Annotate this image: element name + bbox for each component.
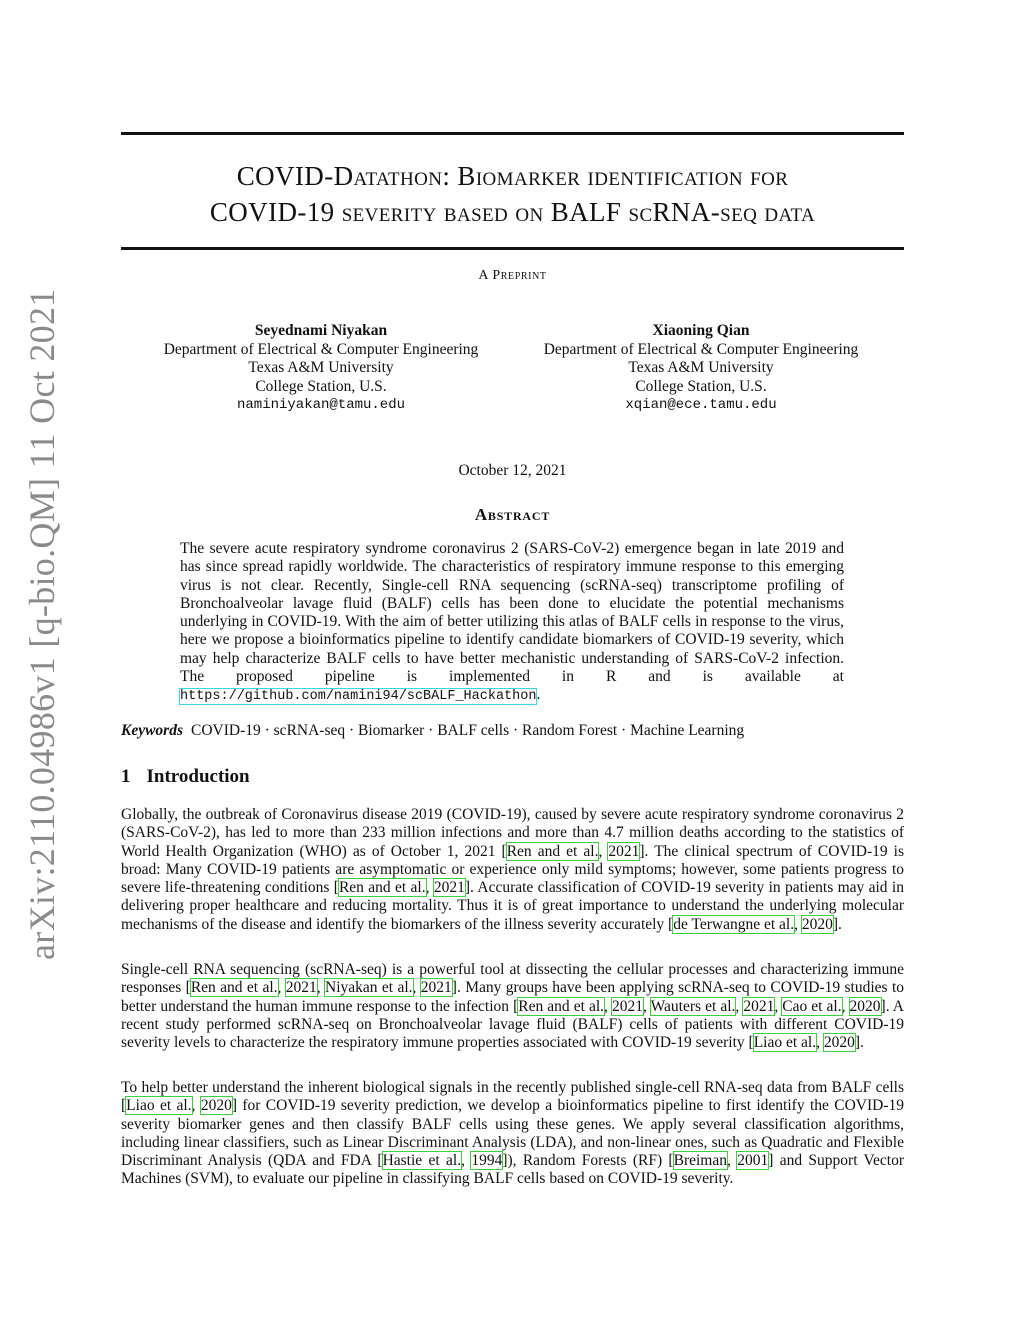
author-name: Xiaoning Qian: [652, 322, 750, 339]
section-number: 1: [121, 766, 131, 787]
text-run: ]. Many groups have been applying scRNA-seq to COVID-19 studies to better understand the human immune response to the infection [: [121, 979, 905, 1015]
text-run: ] for COVID-19 severity prediction, we develop a bioinformatics pipeline to first identify the COVID-19 severity biomarker genes and then classify BALF cells using these genes. We apply several classification algorithms, including linear classifiers, such as Linear Discriminant Analysis (LDA), and non-linear ones, such as Quadratic and Flexible Discriminant Analysis (QDA and FDA [: [121, 1097, 905, 1170]
intro-paragraph-3: [121, 1079, 904, 1189]
text-run: ,: [816, 1034, 824, 1052]
intro-paragraph-2: [121, 961, 904, 1052]
text-run: ]. A recent study performed scRNA-seq on Bronchoalveolar lavage fluid (BALF) cells of patients with different COVID-19 severity levels to characterize the respiratory immune properties associated with COVID-19 severity [: [121, 997, 904, 1052]
title-rule-top: [121, 132, 904, 135]
citation-link[interactable]: Ren and et al.: [190, 979, 278, 997]
text-run: Globally, the outbreak of Coronavirus disease 2019 (COVID-19), caused by severe acute respiratory syndrome coronavirus 2 (SARS-CoV-2), has led to more than 233 million infections and more than 4.7 million deaths according to the statistics of World Health Organization (WHO) as of October 1, 2021 [: [121, 806, 904, 860]
citation-link[interactable]: 2020: [823, 1034, 855, 1052]
citation-link[interactable]: 2021: [433, 879, 465, 897]
title-line-1: COVID-Datathon: Biomarker identification for: [236, 161, 789, 191]
keywords-label: Keywords: [121, 722, 183, 739]
citation-link[interactable]: Breiman: [673, 1152, 727, 1170]
text-run: ,: [735, 997, 744, 1015]
author-block-2: [511, 322, 891, 415]
text-run: ,: [316, 979, 326, 997]
paper-title: [121, 158, 904, 230]
author-department: Department of Electrical & Computer Engineering: [163, 340, 479, 358]
github-link[interactable]: https://github.com/namini94/scBALF_Hackathon: [180, 689, 537, 705]
author-location: College Station, U.S.: [255, 377, 387, 395]
citation-link[interactable]: 2001: [737, 1152, 769, 1170]
citation-link[interactable]: 2021: [611, 997, 643, 1015]
citation-link[interactable]: 2020: [801, 915, 833, 933]
text-run: ,: [726, 1152, 738, 1170]
citation-link[interactable]: 1994: [471, 1152, 503, 1170]
citation-link[interactable]: Wauters et al.: [650, 997, 736, 1015]
text-run: ].: [854, 1034, 864, 1052]
text-run: ,: [191, 1097, 201, 1115]
citation-link[interactable]: Cao et al.: [782, 997, 842, 1015]
abstract-end: .: [536, 686, 541, 704]
section-heading: [121, 766, 250, 788]
section-title: Introduction: [146, 766, 250, 787]
author-email[interactable]: naminiyakan@tamu.edu: [236, 397, 406, 413]
author-department: Department of Electrical & Computer Engineering: [543, 340, 859, 358]
citation-link[interactable]: Niyakan et al.: [325, 979, 413, 997]
text-run: ].: [832, 915, 842, 933]
text-run: ]), Random Forests (RF) [: [502, 1152, 674, 1170]
text-run: ,: [461, 1152, 472, 1170]
citation-link[interactable]: 2021: [420, 979, 452, 997]
author-university: Texas A&M University: [248, 359, 394, 376]
author-location: College Station, U.S.: [635, 377, 767, 395]
citation-link[interactable]: Ren and et al.: [338, 879, 426, 897]
abstract-text: The severe acute respiratory syndrome coronavirus 2 (SARS-CoV-2) emergence began in late 2019 and has since spread rapidly worldwide. The characteristics of respiratory immune response to this emerging virus is not clear. Recently, Single-cell RNA sequencing (scRNA-seq) transcriptome profiling of Bronchoalveolar lavage fluid (BALF) cells has been done to elucidate the potential mechanisms underlying in COVID-19. With the aim of better utilizing this atlas of BALF cells in response to the virus, here we propose a bioinformatics pipeline to identify candidate biomarkers of COVID-19 severity, which may help characterize BALF cells to have better mechanistic understanding of SARS-CoV-2 infection. The proposed pipeline is implemented in R and is available at: [180, 540, 844, 686]
keywords-line: [121, 722, 904, 740]
citation-link[interactable]: 2021: [285, 979, 317, 997]
text-run: ,: [841, 997, 850, 1015]
text-run: ,: [642, 997, 651, 1015]
text-run: ]. Accurate classification of COVID-19 severity in patients may aid in delivering proper healthcare and reducing mortality. Thus it is of great importance to understand the underlying molecular mechanisms of the disease and identify the biomarkers of the illness severity accurately [: [121, 879, 904, 933]
citation-link[interactable]: 2021: [743, 997, 775, 1015]
citation-link[interactable]: 2020: [849, 997, 881, 1015]
citation-link[interactable]: Hastie et al.: [382, 1152, 462, 1170]
abstract-heading: Abstract: [474, 505, 551, 524]
author-block-1: [131, 322, 511, 415]
author-university: Texas A&M University: [628, 359, 774, 376]
citation-link[interactable]: 2020: [200, 1097, 232, 1115]
text-run: ,: [604, 997, 612, 1015]
text-run: ,: [774, 997, 783, 1015]
citation-link[interactable]: 2021: [608, 842, 640, 860]
text-run: ]. The clinical spectrum of COVID-19 is broad: Many COVID-19 patients are asymptomatic or experience only mild symptoms; however, some patients progress to severe life-threatening conditions [: [121, 842, 904, 897]
title-rule-bottom: [121, 247, 904, 250]
text-run: ,: [412, 979, 421, 997]
text-run: To help better understand the inherent biological signals in the recently published single-cell RNA-seq data from BALF cells [: [121, 1079, 904, 1115]
text-run: ,: [794, 915, 802, 933]
text-run: ] and Support Vector Machines (SVM), to evaluate our pipeline in classifying BALF cells based on COVID-19 severity.: [121, 1152, 905, 1188]
arxiv-identifier: arXiv:2110.04986v1 [q-bio.QM] 11 Oct 2021: [22, 288, 62, 960]
intro-paragraph-1: [121, 806, 904, 934]
citation-link[interactable]: Liao et al.: [126, 1097, 192, 1115]
text-run: ,: [277, 979, 286, 997]
citation-link[interactable]: Ren and et al.: [518, 997, 605, 1015]
title-line-2: COVID-19 severity based on BALF scRNA-seq data: [209, 197, 816, 227]
preprint-label: A Preprint: [478, 268, 547, 283]
citation-link[interactable]: Liao et al.: [753, 1034, 817, 1052]
keywords-text: COVID-19 · scRNA-seq · Biomarker · BALF cells · Random Forest · Machine Learning: [191, 722, 745, 739]
text-run: ,: [425, 879, 434, 897]
text-run: Single-cell RNA sequencing (scRNA-seq) is a powerful tool at dissecting the cellular processes and characterizing immune responses [: [121, 961, 904, 997]
author-email[interactable]: xqian@ece.tamu.edu: [625, 397, 777, 413]
citation-link[interactable]: de Terwangne et al.: [673, 915, 795, 933]
author-name: Seyednami Niyakan: [254, 322, 388, 339]
paper-date: October 12, 2021: [458, 462, 567, 479]
abstract-body: [180, 540, 844, 707]
citation-link[interactable]: Ren and et al.: [506, 842, 599, 860]
text-run: ,: [598, 842, 609, 860]
